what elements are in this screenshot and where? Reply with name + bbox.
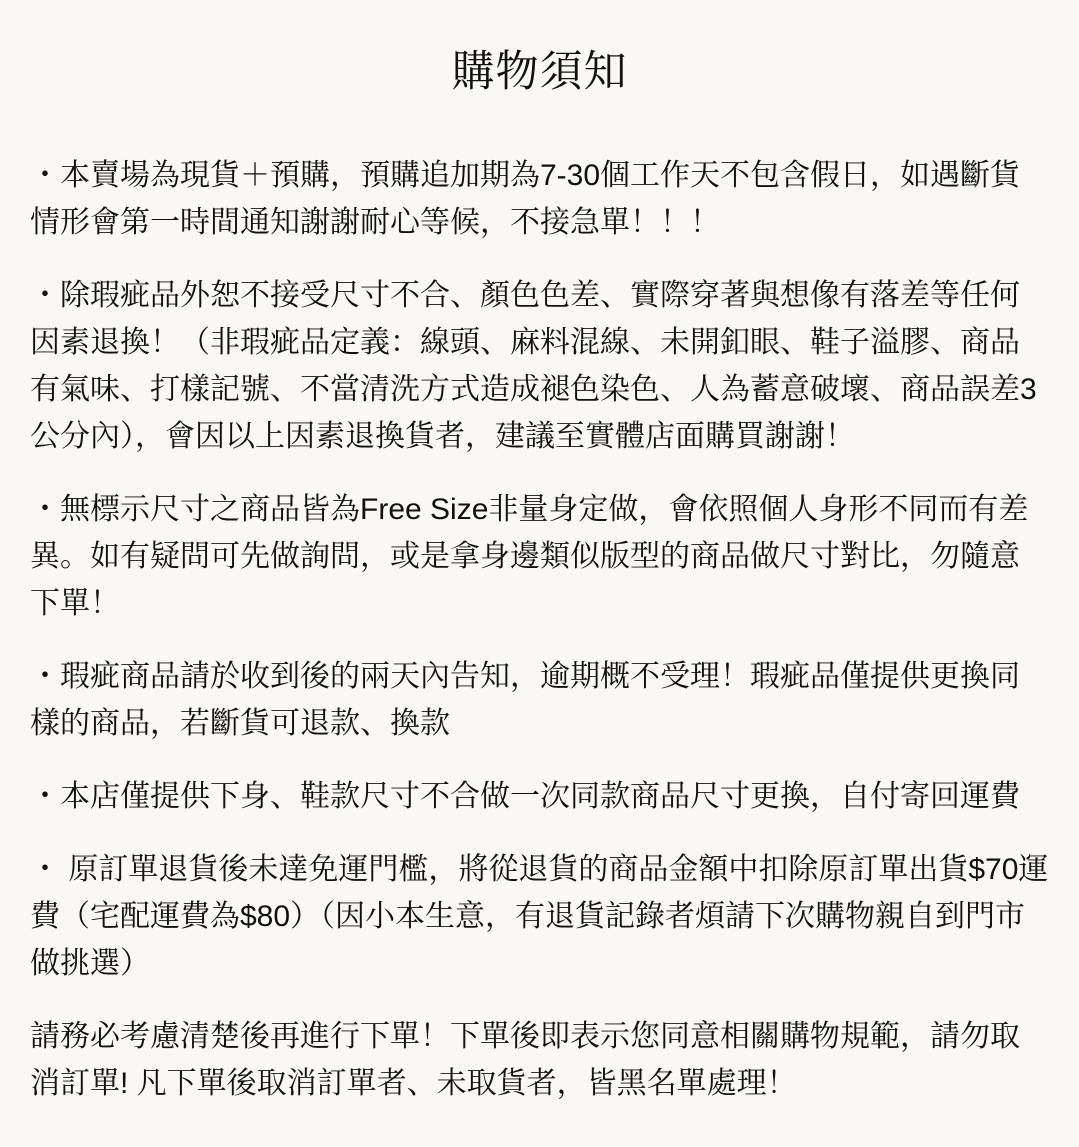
notice-paragraph-free-size: ・無標示尺寸之商品皆為Free Size非量身定做，會依照個人身形不同而有差異。如有疑問可先做詢問，或是拿身邊類似版型的商品做尺寸對比，勿隨意下單！ — [30, 492, 1029, 620]
notice-paragraph-shipping-fee-deduction: ・ 原訂單退貨後未達免運門檻，將從退貨的商品金額中扣除原訂單出貨$70運費（宅配運費為$80）（因小本生意，有退貨記錄者煩請下次購物親自到門市做挑選） — [30, 852, 1049, 980]
notice-paragraph-size-exchange: ・本店僅提供下身、鞋款尺寸不合做一次同款商品尺寸更換，自付寄回運費 — [30, 779, 1020, 813]
notice-paragraph-preorder-policy: ・本賣場為現貨＋預購，預購追加期為7-30個工作天不包含假日，如遇斷貨情形會第一時間通知謝謝耐心等候，不接急單！！！ — [30, 158, 1021, 239]
notice-paragraph-defect-report: ・瑕疵商品請於收到後的兩天內告知，逾期概不受理！瑕疵品僅提供更換同樣的商品，若斷貨可退款、換款 — [30, 659, 1020, 740]
notice-body — [30, 152, 1049, 1107]
page-title: 購物須知 — [451, 48, 628, 96]
notice-paragraph-final-warning: 請務必考慮清楚後再進行下單！下單後即表示您同意相關購物規範，請勿取消訂單! 凡下單後取消訂單者、未取貨者，皆黑名單處理！ — [30, 1019, 1020, 1100]
notice-paragraph-return-exclusions: ・除瑕疵品外恕不接受尺寸不合、顏色色差、實際穿著與想像有落差等任何因素退換！（非瑕疵品定義：線頭、麻料混線、未開釦眼、鞋子溢膠、商品有氣味、打樣記號、不當清洗方式造成褪色染色、人為蓄意破壞、商品誤差3公分內），會因以上因素退換貨者，建議至實體店面購買謝謝！ — [30, 278, 1037, 453]
